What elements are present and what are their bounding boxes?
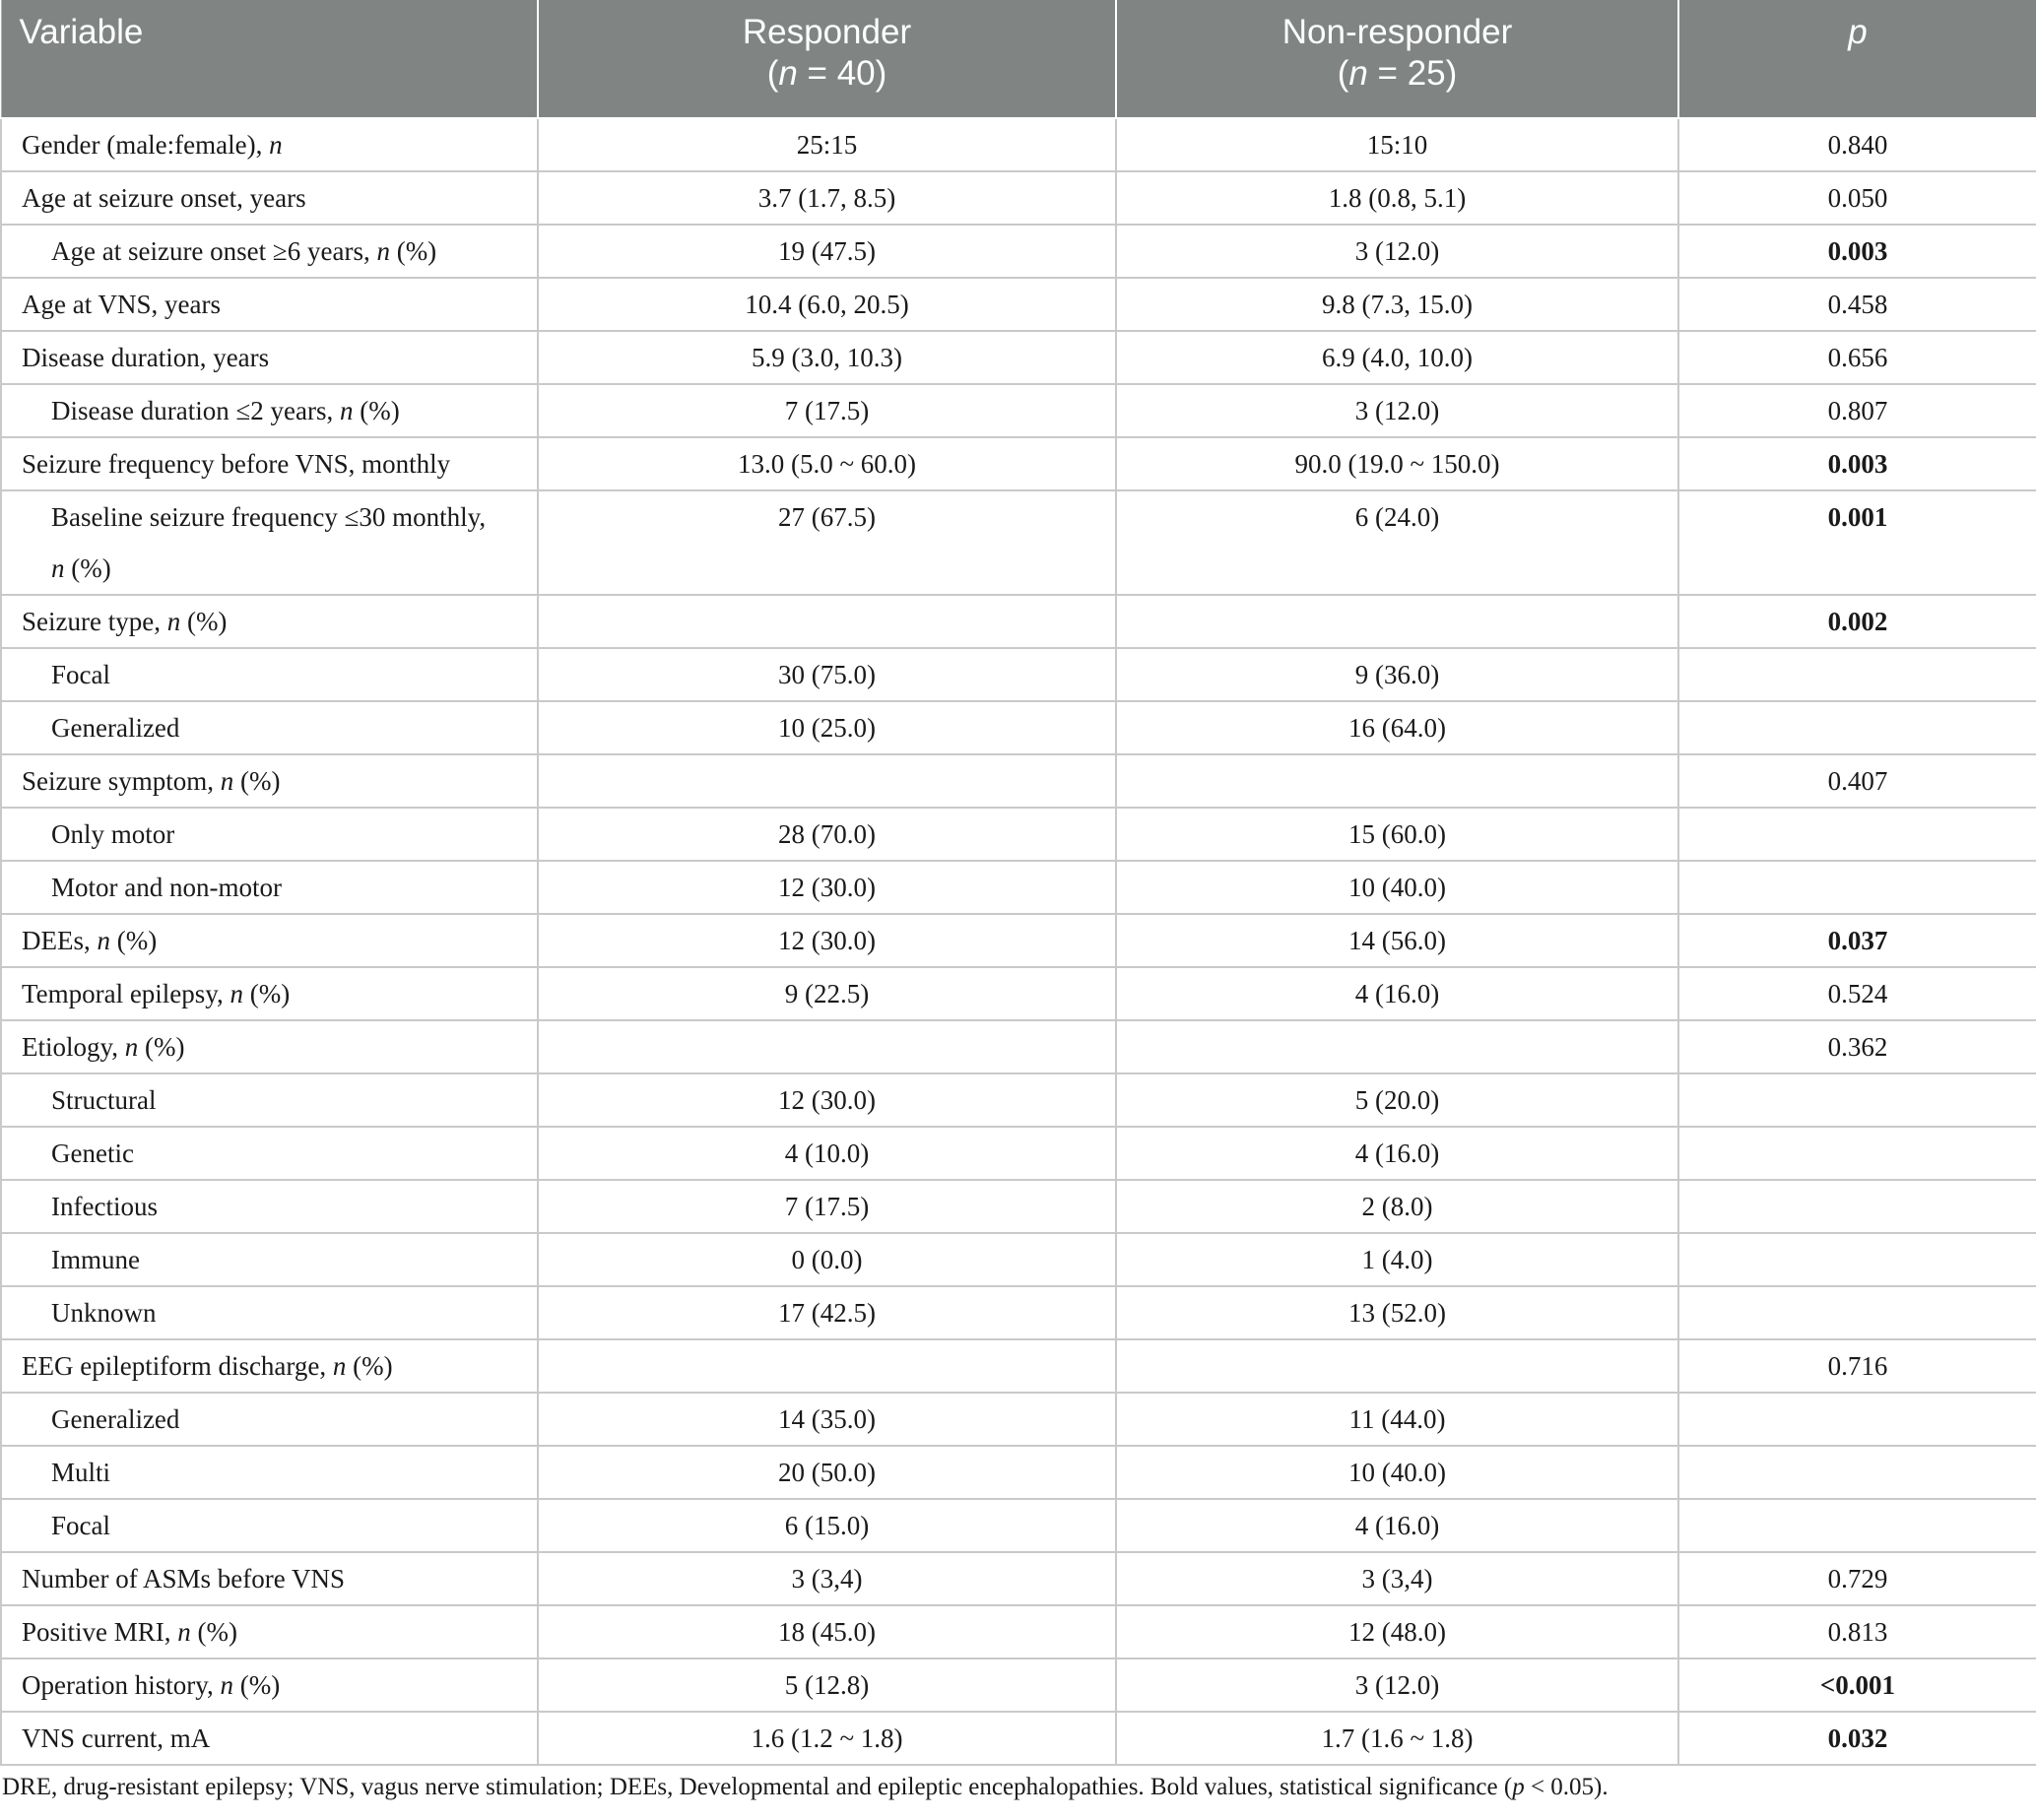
table-row: [1, 701, 2036, 754]
nonresponder-cell: [1116, 1020, 1678, 1073]
variable-cell: [1, 701, 538, 754]
table-row: [1, 1605, 2036, 1658]
variable-cell: [1, 490, 538, 595]
nonresponder-cell: 6.9 (4.0, 10.0): [1116, 331, 1678, 384]
variable-label: Focal: [51, 660, 110, 689]
responder-cell: 12 (30.0): [538, 1073, 1116, 1127]
header-responder-n: (n = 40): [766, 54, 887, 93]
nonresponder-cell: 3 (12.0): [1116, 1658, 1678, 1712]
variable-label-italic: n: [220, 1670, 233, 1700]
nonresponder-cell: 2 (8.0): [1116, 1180, 1678, 1233]
nonresponder-cell: 15 (60.0): [1116, 808, 1678, 861]
variable-label: Only motor: [51, 819, 175, 849]
variable-label-italic: n: [124, 1032, 139, 1062]
header-responder-label: Responder: [742, 13, 912, 51]
table-row: [1, 1446, 2036, 1499]
variable-label: Disease duration, years: [22, 343, 270, 372]
responder-cell: 7 (17.5): [538, 1180, 1116, 1233]
variable-label-suffix: (%): [353, 396, 400, 425]
table-row: [1, 808, 2036, 861]
variable-label: Motor and non-motor: [51, 873, 282, 902]
nonresponder-cell: 5 (20.0): [1116, 1073, 1678, 1127]
nonresponder-cell: 3 (12.0): [1116, 384, 1678, 437]
variable-label: Seizure frequency before VNS, monthly: [22, 449, 451, 479]
variable-label: Immune: [51, 1245, 140, 1274]
variable-cell: [1, 1712, 538, 1765]
table-row: [1, 1712, 2036, 1765]
p-value-cell: 0.729: [1678, 1552, 2036, 1605]
nonresponder-cell: 1.7 (1.6 ~ 1.8): [1116, 1712, 1678, 1765]
variable-cell: [1, 1339, 538, 1393]
header-p-label: p: [1848, 13, 1868, 51]
table-row: [1, 225, 2036, 278]
responder-cell: [538, 595, 1116, 648]
table-row: [1, 595, 2036, 648]
table-row: [1, 1286, 2036, 1339]
nonresponder-cell: [1116, 1339, 1678, 1393]
header-responder: [538, 0, 1116, 118]
variable-cell: [1, 278, 538, 331]
p-value-cell: 0.716: [1678, 1339, 2036, 1393]
table-row: [1, 171, 2036, 225]
responder-cell: 18 (45.0): [538, 1605, 1116, 1658]
variable-label: Disease duration ≤2 years,: [51, 396, 340, 425]
responder-cell: 10.4 (6.0, 20.5): [538, 278, 1116, 331]
variable-label: Seizure symptom,: [22, 766, 221, 796]
variable-label-italic: n: [97, 926, 110, 955]
italic-n: n: [1348, 54, 1368, 93]
variable-cell: [1, 1073, 538, 1127]
footnote-text-end: < 0.05).: [1524, 1774, 1609, 1800]
footnote-p-symbol: p: [1512, 1774, 1525, 1800]
nonresponder-cell: 11 (44.0): [1116, 1393, 1678, 1446]
p-value-cell: [1678, 1233, 2036, 1286]
p-value-cell: [1678, 808, 2036, 861]
variable-label-italic: n: [339, 396, 354, 425]
table-row: [1, 967, 2036, 1020]
responder-cell: 20 (50.0): [538, 1446, 1116, 1499]
variable-cell: [1, 595, 538, 648]
responder-cell: [538, 754, 1116, 808]
variable-label: Temporal epilepsy,: [22, 979, 230, 1008]
responder-cell: 9 (22.5): [538, 967, 1116, 1020]
variable-label-suffix: (%): [180, 607, 228, 636]
responder-cell: 7 (17.5): [538, 384, 1116, 437]
header-variable: [1, 0, 538, 118]
table-row: [1, 1073, 2036, 1127]
nonresponder-cell: 3 (12.0): [1116, 225, 1678, 278]
variable-label: Focal: [51, 1511, 110, 1540]
footnote-text: DRE, drug-resistant epilepsy; VNS, vagus nerve stimulation; DEEs, Developmental and epileptic encephalopathies. Bold values, statistical significance (: [2, 1774, 1513, 1800]
variable-label-italic: n: [269, 130, 283, 160]
table-row: [1, 490, 2036, 595]
p-value-cell: 0.407: [1678, 754, 2036, 808]
p-value-cell: [1678, 1393, 2036, 1446]
variable-label: Age at seizure onset ≥6 years,: [51, 236, 377, 266]
responder-cell: 30 (75.0): [538, 648, 1116, 701]
variable-label-suffix: (%): [190, 1617, 238, 1647]
variable-cell: [1, 118, 538, 171]
table-row: [1, 278, 2036, 331]
variable-cell: [1, 861, 538, 914]
p-value-cell: [1678, 1499, 2036, 1552]
header-nonresponder-n: (n = 25): [1337, 54, 1458, 93]
responder-cell: 3 (3,4): [538, 1552, 1116, 1605]
variable-cell: [1, 1020, 538, 1073]
variable-label-italic: n: [376, 236, 390, 266]
variable-label-italic: n: [177, 1617, 191, 1647]
p-value-cell: 0.037: [1678, 914, 2036, 967]
responder-cell: 5.9 (3.0, 10.3): [538, 331, 1116, 384]
header-row: [1, 0, 2036, 118]
nonresponder-cell: 1 (4.0): [1116, 1233, 1678, 1286]
nonresponder-cell: 10 (40.0): [1116, 1446, 1678, 1499]
nonresponder-cell: 13 (52.0): [1116, 1286, 1678, 1339]
variable-label: Positive MRI,: [22, 1617, 178, 1647]
p-value-cell: [1678, 648, 2036, 701]
nonresponder-cell: 1.8 (0.8, 5.1): [1116, 171, 1678, 225]
nonresponder-cell: 4 (16.0): [1116, 1127, 1678, 1180]
variable-cell: [1, 754, 538, 808]
variable-label-suffix: (%): [232, 1670, 281, 1700]
responder-cell: 5 (12.8): [538, 1658, 1116, 1712]
variable-cell: [1, 437, 538, 490]
table-row: [1, 1499, 2036, 1552]
variable-label: Multi: [51, 1458, 111, 1487]
variable-cell: [1, 648, 538, 701]
variable-label: Age at seizure onset, years: [22, 183, 306, 213]
table-row: [1, 437, 2036, 490]
variable-cell: [1, 914, 538, 967]
p-value-cell: 0.656: [1678, 331, 2036, 384]
responder-cell: 14 (35.0): [538, 1393, 1116, 1446]
variable-label: Baseline seizure frequency ≤30 monthly,: [51, 502, 487, 532]
variable-label: Genetic: [51, 1138, 134, 1168]
p-value-cell: 0.001: [1678, 490, 2036, 595]
p-value-cell: [1678, 1073, 2036, 1127]
variable-cell: [1, 967, 538, 1020]
table-row: [1, 861, 2036, 914]
variable-label: Etiology,: [22, 1032, 125, 1062]
responder-cell: 4 (10.0): [538, 1127, 1116, 1180]
table-row: [1, 648, 2036, 701]
header-p: [1678, 0, 2036, 118]
variable-cell: [1, 1286, 538, 1339]
p-value-cell: [1678, 1286, 2036, 1339]
variable-label-suffix: (%): [138, 1032, 185, 1062]
variable-label-suffix: (%): [243, 979, 291, 1008]
p-value-cell: 0.813: [1678, 1605, 2036, 1658]
variable-cell: [1, 384, 538, 437]
table-row: [1, 331, 2036, 384]
nonresponder-cell: 9 (36.0): [1116, 648, 1678, 701]
nonresponder-cell: 9.8 (7.3, 15.0): [1116, 278, 1678, 331]
variable-label: DEEs,: [22, 926, 98, 955]
p-value-cell: [1678, 861, 2036, 914]
responder-cell: 1.6 (1.2 ~ 1.8): [538, 1712, 1116, 1765]
p-value-cell: 0.840: [1678, 118, 2036, 171]
variable-cell: [1, 1658, 538, 1712]
nonresponder-cell: 3 (3,4): [1116, 1552, 1678, 1605]
variable-label: Generalized: [51, 1404, 180, 1434]
variable-cell: [1, 1552, 538, 1605]
responder-cell: 12 (30.0): [538, 861, 1116, 914]
nonresponder-cell: 15:10: [1116, 118, 1678, 171]
p-value-cell: <0.001: [1678, 1658, 2036, 1712]
nonresponder-cell: 14 (56.0): [1116, 914, 1678, 967]
table-footnote: [0, 1774, 2036, 1801]
variable-label: EEG epileptiform discharge,: [22, 1351, 333, 1381]
nonresponder-cell: 16 (64.0): [1116, 701, 1678, 754]
table-row: [1, 1393, 2036, 1446]
table-row: [1, 384, 2036, 437]
responder-cell: 28 (70.0): [538, 808, 1116, 861]
nonresponder-cell: 12 (48.0): [1116, 1605, 1678, 1658]
variable-label: Seizure type,: [22, 607, 167, 636]
table-row: [1, 1339, 2036, 1393]
variable-label-italic: n: [220, 766, 234, 796]
variable-label: Gender (male:female),: [22, 130, 270, 160]
header-variable-label: Variable: [19, 13, 144, 51]
p-value-cell: [1678, 701, 2036, 754]
variable-label-italic: n: [166, 607, 181, 636]
table-row: [1, 914, 2036, 967]
variable-label-suffix: (%): [233, 766, 281, 796]
p-value-cell: [1678, 1446, 2036, 1499]
header-nonresponder-label: Non-responder: [1281, 13, 1513, 51]
p-value-cell: 0.458: [1678, 278, 2036, 331]
responder-cell: 19 (47.5): [538, 225, 1116, 278]
nonresponder-cell: 90.0 (19.0 ~ 150.0): [1116, 437, 1678, 490]
variable-label: VNS current, mA: [22, 1723, 211, 1753]
nonresponder-cell: 10 (40.0): [1116, 861, 1678, 914]
p-value-cell: 0.050: [1678, 171, 2036, 225]
responder-cell: 12 (30.0): [538, 914, 1116, 967]
variable-label-italic: n: [332, 1351, 347, 1381]
responder-cell: 10 (25.0): [538, 701, 1116, 754]
variable-label: Infectious: [51, 1192, 158, 1221]
variable-cell: [1, 1233, 538, 1286]
italic-n: n: [778, 54, 798, 93]
variable-cell: [1, 331, 538, 384]
variable-label-line2-italic: n: [51, 553, 65, 583]
variable-label: Unknown: [51, 1298, 157, 1328]
table-row: [1, 1552, 2036, 1605]
table-row: [1, 1233, 2036, 1286]
nonresponder-cell: 6 (24.0): [1116, 490, 1678, 595]
table-row: [1, 1020, 2036, 1073]
responder-cell: 6 (15.0): [538, 1499, 1116, 1552]
table-row: [1, 1127, 2036, 1180]
responder-cell: [538, 1339, 1116, 1393]
nonresponder-cell: [1116, 754, 1678, 808]
p-value-cell: 0.807: [1678, 384, 2036, 437]
responder-cell: 27 (67.5): [538, 490, 1116, 595]
responder-cell: 25:15: [538, 118, 1116, 171]
variable-label-suffix: (%): [389, 236, 437, 266]
responder-cell: [538, 1020, 1116, 1073]
variable-cell: [1, 1393, 538, 1446]
variable-label-suffix: (%): [346, 1351, 393, 1381]
variable-label: Age at VNS, years: [22, 290, 221, 319]
variable-cell: [1, 1446, 538, 1499]
variable-cell: [1, 1605, 538, 1658]
p-value-cell: [1678, 1127, 2036, 1180]
variable-label: Operation history,: [22, 1670, 221, 1700]
p-value-cell: 0.003: [1678, 225, 2036, 278]
table-row: [1, 1658, 2036, 1712]
variable-cell: [1, 171, 538, 225]
variable-cell: [1, 1127, 538, 1180]
nonresponder-cell: 4 (16.0): [1116, 1499, 1678, 1552]
variable-cell: [1, 225, 538, 278]
p-value-cell: 0.032: [1678, 1712, 2036, 1765]
variable-cell: [1, 808, 538, 861]
p-value-cell: 0.002: [1678, 595, 2036, 648]
responder-cell: 17 (42.5): [538, 1286, 1116, 1339]
variable-cell: [1, 1499, 538, 1552]
table-row: [1, 1180, 2036, 1233]
table-row: [1, 754, 2036, 808]
table-row: [1, 118, 2036, 171]
variable-label-suffix: (%): [110, 926, 158, 955]
variable-label-line2: (%): [64, 553, 111, 583]
responder-cell: 13.0 (5.0 ~ 60.0): [538, 437, 1116, 490]
nonresponder-cell: 4 (16.0): [1116, 967, 1678, 1020]
p-value-cell: 0.524: [1678, 967, 2036, 1020]
p-value-cell: 0.003: [1678, 437, 2036, 490]
variable-label: Number of ASMs before VNS: [22, 1564, 345, 1593]
table-body: [1, 118, 2036, 1765]
header-nonresponder: [1116, 0, 1678, 118]
variable-cell: [1, 1180, 538, 1233]
variable-label: Generalized: [51, 713, 180, 743]
nonresponder-cell: [1116, 595, 1678, 648]
responder-cell: 3.7 (1.7, 8.5): [538, 171, 1116, 225]
p-value-cell: [1678, 1180, 2036, 1233]
responder-cell: 0 (0.0): [538, 1233, 1116, 1286]
p-value-cell: 0.362: [1678, 1020, 2036, 1073]
variable-label-italic: n: [230, 979, 244, 1008]
variable-label: Structural: [51, 1085, 157, 1115]
